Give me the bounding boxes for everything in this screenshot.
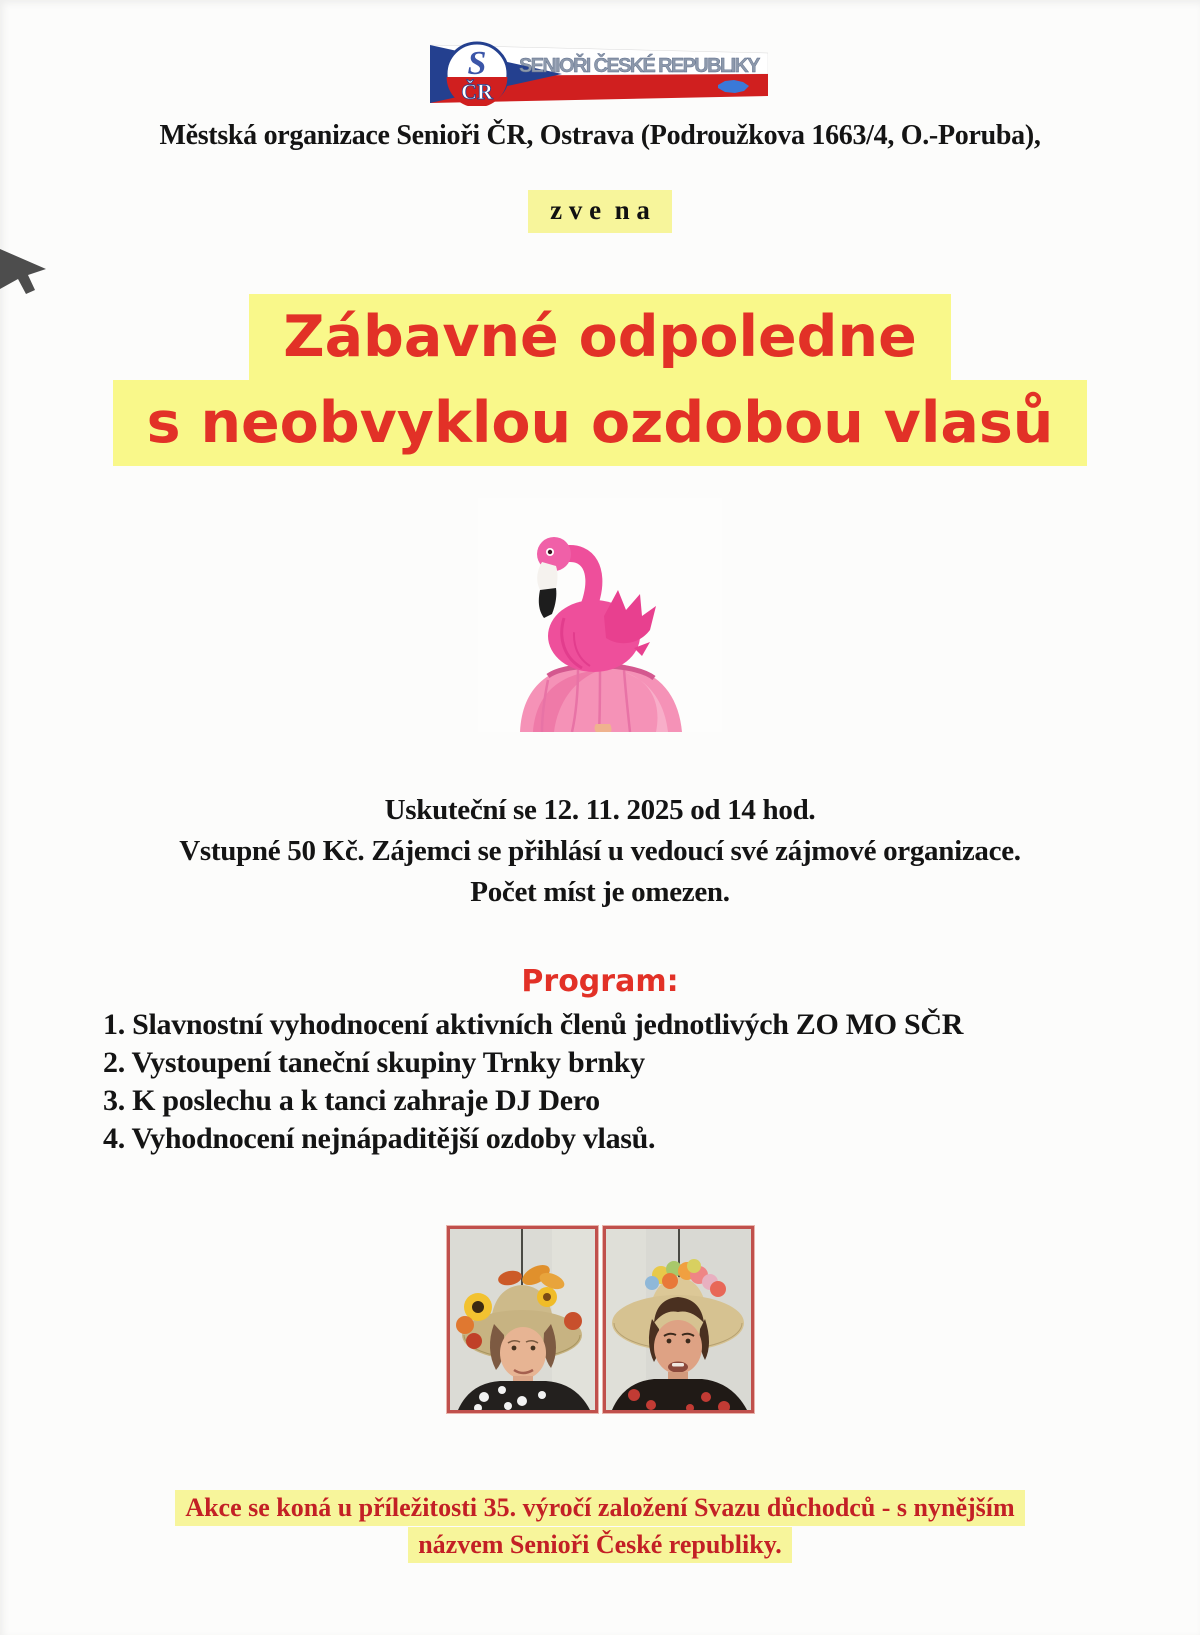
logo-emblem-circle — [446, 43, 508, 106]
event-date-line: Uskuteční se 12. 11. 2025 od 14 hod. — [384, 794, 816, 826]
program-item-3: 3. K poslechu a k tanci zahraje DJ Dero — [103, 1084, 600, 1117]
footer-line2: názvem Senioři České republiky. — [408, 1527, 792, 1563]
mouse-cursor-icon — [0, 243, 48, 301]
invite-row — [0, 190, 1200, 233]
flamingo-hat-photo — [478, 498, 722, 732]
event-title-line1: Zábavné odpoledne — [249, 294, 950, 380]
event-title — [0, 294, 1200, 466]
logo-circle-letters-cr: ČR — [461, 79, 493, 104]
logo-banner-text: SENIOŘI ČESKÉ REPUBLIKY — [519, 55, 761, 77]
org-name-line: Městská organizace Senioři ČR, Ostrava (Podroužkova 1663/4, O.-Poruba), — [159, 120, 1041, 151]
logo-circle-letter-s: S — [467, 45, 487, 82]
event-details — [0, 790, 1200, 913]
event-fee-line: Vstupné 50 Kč. Zájemci se přihlásí u vedoucí své zájmové organizace. — [179, 835, 1021, 867]
footer-line1: Akce se koná u příležitosti 35. výročí založení Svazu důchodců - s nynějším — [175, 1490, 1024, 1526]
program-list — [103, 1006, 1160, 1158]
program-item-4: 4. Vyhodnocení nejnápaditější ozdoby vlasů. — [103, 1122, 656, 1155]
event-title-line2: s neobvyklou ozdobou vlasů — [113, 380, 1088, 466]
footer-note — [0, 1489, 1200, 1563]
photo-woman-right — [603, 1226, 754, 1413]
program-item-2: 2. Vystoupení taneční skupiny Trnky brnky — [103, 1046, 645, 1079]
program-heading: Program: — [521, 964, 679, 999]
photo-woman-left — [447, 1226, 598, 1413]
org-logo — [430, 40, 768, 106]
invite-text: z v e n a — [528, 190, 672, 233]
program-item-1: 1. Slavnostní vyhodnocení aktivních členů jednotlivých ZO MO SČR — [103, 1008, 964, 1041]
event-capacity-line: Počet míst je omezen. — [470, 876, 730, 908]
photos-row — [0, 1226, 1200, 1413]
